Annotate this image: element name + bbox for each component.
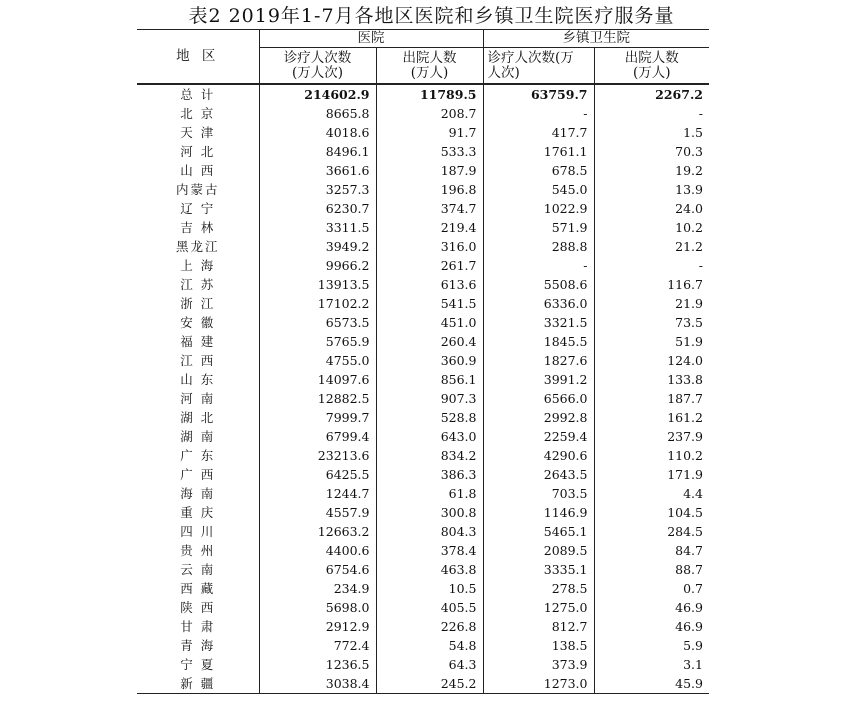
township-inpatients-cell: 237.9 [667, 429, 703, 444]
hospital-inpatients-cell: 405.5 [376, 598, 483, 617]
hospital-visits-cell: 2912.9 [259, 617, 376, 636]
region-cell: 吉 林 [137, 218, 259, 237]
township-visits-cell: 5465.1 [483, 522, 594, 541]
township-visits-cell: 2259.4 [483, 427, 594, 446]
table-row [137, 465, 709, 484]
region-cell: 广 东 [137, 446, 259, 465]
region-cell: 黑龙江 [137, 237, 259, 256]
hospital-inpatients-cell: 360.9 [376, 351, 483, 370]
region-cell: 天 津 [137, 123, 259, 142]
township-visits-cell: 138.5 [483, 636, 594, 655]
region-cell: 陕 西 [137, 598, 259, 617]
township-visits-cell: 288.8 [483, 237, 594, 256]
region-cell: 云 南 [137, 560, 259, 579]
hospital-inpatients-cell: 804.3 [376, 522, 483, 541]
hospital-inpatients-cell: 64.3 [376, 655, 483, 674]
township-visits-cell: 3335.1 [483, 560, 594, 579]
township-inpatients-cell: 161.2 [667, 410, 703, 425]
township-inpatients-cell: 3.1 [683, 657, 703, 672]
hospital-inpatients-cell: 374.7 [376, 199, 483, 218]
hospital-inpatients-cell: 208.7 [376, 104, 483, 123]
township-visits-cell: 1761.1 [483, 142, 594, 161]
table-row [137, 275, 709, 294]
township-inpatients-cell: 70.3 [675, 144, 703, 159]
hospital-visits-cell: 3949.2 [259, 237, 376, 256]
hospital-visits-cell: 4755.0 [259, 351, 376, 370]
table-row [137, 161, 709, 180]
hospital-visits-cell: 8496.1 [259, 142, 376, 161]
hospital-visits-cell: 9966.2 [259, 256, 376, 275]
region-cell: 上 海 [137, 256, 259, 275]
township-visits-cell: 2643.5 [483, 465, 594, 484]
table-row [137, 104, 709, 123]
header-hospital-visits: 诊疗人次数 (万人次) [259, 48, 376, 85]
header-township-visits: 诊疗人次数(万 人次) [483, 48, 594, 85]
hospital-visits-cell: 1236.5 [259, 655, 376, 674]
township-inpatients-cell: 10.2 [675, 220, 703, 235]
region-cell: 江 西 [137, 351, 259, 370]
region-cell: 广 西 [137, 465, 259, 484]
township-inpatients-cell: - [698, 106, 703, 121]
region-cell: 宁 夏 [137, 655, 259, 674]
region-cell: 西 藏 [137, 579, 259, 598]
region-cell: 湖 南 [137, 427, 259, 446]
hospital-inpatients-cell: 219.4 [376, 218, 483, 237]
region-cell: 河 北 [137, 142, 259, 161]
table-row [137, 522, 709, 541]
township-inpatients-cell: 0.7 [683, 581, 703, 596]
township-inpatients-cell: 187.7 [667, 391, 703, 406]
hospital-visits-cell: 3038.4 [259, 674, 376, 694]
township-visits-cell: - [483, 104, 594, 123]
township-inpatients-cell: 5.9 [683, 638, 703, 653]
hospital-visits-cell: 6573.5 [259, 313, 376, 332]
hospital-visits-cell: 6230.7 [259, 199, 376, 218]
hospital-inpatients-cell: 834.2 [376, 446, 483, 465]
table-row [137, 351, 709, 370]
header-township-inpatients: 出院人数 (万人) [594, 48, 709, 85]
township-visits-cell: 2089.5 [483, 541, 594, 560]
hospital-inpatients-cell: 613.6 [376, 275, 483, 294]
hospital-visits-cell: 14097.6 [259, 370, 376, 389]
region-cell: 福 建 [137, 332, 259, 351]
table-row [137, 123, 709, 142]
township-visits-cell: 4290.6 [483, 446, 594, 465]
township-inpatients-cell: 88.7 [675, 562, 703, 577]
hospital-inpatients-cell: 856.1 [376, 370, 483, 389]
township-visits-cell: 545.0 [483, 180, 594, 199]
region-cell: 山 东 [137, 370, 259, 389]
township-visits-cell: 417.7 [483, 123, 594, 142]
table-row [137, 256, 709, 275]
hospital-visits-cell: 6754.6 [259, 560, 376, 579]
table-row [137, 617, 709, 636]
table-row [137, 541, 709, 560]
township-visits-cell: 1273.0 [483, 674, 594, 694]
hospital-inpatients-cell: 533.3 [376, 142, 483, 161]
hospital-visits-cell: 234.9 [259, 579, 376, 598]
township-visits-cell: 6566.0 [483, 389, 594, 408]
table-title: 表2 2019年1-7月各地区医院和乡镇卫生院医疗服务量 [188, 5, 675, 27]
township-inpatients-cell: 73.5 [675, 315, 703, 330]
hospital-inpatients-cell: 541.5 [376, 294, 483, 313]
township-inpatients-cell: 84.7 [675, 543, 703, 558]
table-row [137, 446, 709, 465]
hospital-visits-cell: 23213.6 [259, 446, 376, 465]
township-visits-cell: 678.5 [483, 161, 594, 180]
township-inpatients-cell: 124.0 [667, 353, 703, 368]
hospital-visits-cell: 12882.5 [259, 389, 376, 408]
header-hospital-inpatients: 出院人数 (万人) [376, 48, 483, 85]
township-visits-cell: 1022.9 [483, 199, 594, 218]
township-inpatients-cell: 45.9 [675, 676, 703, 691]
hospital-visits-cell: 1244.7 [259, 484, 376, 503]
township-inpatients-cell: 284.5 [667, 524, 703, 539]
region-cell: 新 疆 [137, 674, 259, 694]
region-cell: 湖 北 [137, 408, 259, 427]
hospital-visits-cell: 3661.6 [259, 161, 376, 180]
township-visits-cell: 1845.5 [483, 332, 594, 351]
region-cell: 安 徽 [137, 313, 259, 332]
hospital-visits-cell: 8665.8 [259, 104, 376, 123]
township-inpatients-cell: 1.5 [683, 125, 703, 140]
hospital-inpatients-cell: 226.8 [376, 617, 483, 636]
region-cell: 河 南 [137, 389, 259, 408]
hospital-inpatients-cell: 316.0 [376, 237, 483, 256]
region-cell: 青 海 [137, 636, 259, 655]
hospital-inpatients-cell: 91.7 [376, 123, 483, 142]
hospital-inpatients-cell: 451.0 [376, 313, 483, 332]
hospital-visits-cell: 12663.2 [259, 522, 376, 541]
table-row [137, 389, 709, 408]
hospital-inpatients-cell: 61.8 [376, 484, 483, 503]
region-cell: 北 京 [137, 104, 259, 123]
table-row [137, 294, 709, 313]
table-row [137, 370, 709, 389]
township-inpatients-cell: 46.9 [675, 600, 703, 615]
township-inpatients-cell: 110.2 [667, 448, 703, 463]
township-inpatients-cell: 21.9 [675, 296, 703, 311]
table-row [137, 180, 709, 199]
table-row [137, 503, 709, 522]
hospital-inpatients-cell: 196.8 [376, 180, 483, 199]
table-row [137, 598, 709, 617]
hospital-inpatients-cell: 300.8 [376, 503, 483, 522]
hospital-inpatients-cell: 386.3 [376, 465, 483, 484]
hospital-visits-cell: 4557.9 [259, 503, 376, 522]
hospital-visits-cell: 4018.6 [259, 123, 376, 142]
hospital-visits-cell: 4400.6 [259, 541, 376, 560]
hospital-inpatients-cell: 528.8 [376, 408, 483, 427]
township-visits-cell: 63759.7 [483, 84, 594, 104]
hospital-visits-cell: 772.4 [259, 636, 376, 655]
header-township-hospital: 乡镇卫生院 [483, 30, 709, 48]
region-cell: 贵 州 [137, 541, 259, 560]
region-cell: 甘 肃 [137, 617, 259, 636]
hospital-visits-cell: 6799.4 [259, 427, 376, 446]
table-row [137, 408, 709, 427]
township-visits-cell: 1275.0 [483, 598, 594, 617]
township-inpatients-cell: 104.5 [667, 505, 703, 520]
table-row [137, 218, 709, 237]
region-cell: 海 南 [137, 484, 259, 503]
region-cell: 四 川 [137, 522, 259, 541]
table-row [137, 579, 709, 598]
township-inpatients-cell: 46.9 [675, 619, 703, 634]
township-visits-cell: 1827.6 [483, 351, 594, 370]
table-row [137, 484, 709, 503]
table-row [137, 674, 709, 694]
header-region: 地 区 [137, 30, 259, 85]
hospital-visits-cell: 5698.0 [259, 598, 376, 617]
hospital-inpatients-cell: 261.7 [376, 256, 483, 275]
township-inpatients-cell: 116.7 [667, 277, 703, 292]
hospital-visits-cell: 5765.9 [259, 332, 376, 351]
hospital-visits-cell: 17102.2 [259, 294, 376, 313]
table-body [137, 84, 709, 694]
hospital-visits-cell: 214602.9 [259, 84, 376, 104]
region-cell: 内蒙古 [137, 180, 259, 199]
township-inpatients-cell: 51.9 [675, 334, 703, 349]
hospital-inpatients-cell: 187.9 [376, 161, 483, 180]
township-inpatients-cell: 2267.2 [655, 87, 703, 102]
region-cell: 辽 宁 [137, 199, 259, 218]
township-visits-cell: 812.7 [483, 617, 594, 636]
region-cell: 总 计 [137, 84, 259, 104]
township-visits-cell: 571.9 [483, 218, 594, 237]
township-visits-cell: 373.9 [483, 655, 594, 674]
hospital-inpatients-cell: 245.2 [376, 674, 483, 694]
hospital-visits-cell: 3311.5 [259, 218, 376, 237]
township-inpatients-cell: - [698, 258, 703, 273]
hospital-inpatients-cell: 378.4 [376, 541, 483, 560]
hospital-inpatients-cell: 10.5 [376, 579, 483, 598]
hospital-inpatients-cell: 643.0 [376, 427, 483, 446]
table-row [137, 560, 709, 579]
township-visits-cell: 278.5 [483, 579, 594, 598]
hospital-inpatients-cell: 11789.5 [376, 84, 483, 104]
hospital-visits-cell: 3257.3 [259, 180, 376, 199]
township-inpatients-cell: 171.9 [667, 467, 703, 482]
region-cell: 浙 江 [137, 294, 259, 313]
hospital-inpatients-cell: 54.8 [376, 636, 483, 655]
township-visits-cell: 3991.2 [483, 370, 594, 389]
hospital-visits-cell: 6425.5 [259, 465, 376, 484]
table-row [137, 655, 709, 674]
township-visits-cell: 2992.8 [483, 408, 594, 427]
township-inpatients-cell: 24.0 [675, 201, 703, 216]
table-row [137, 313, 709, 332]
table-row [137, 142, 709, 161]
township-inpatients-cell: 21.2 [675, 239, 703, 254]
hospital-inpatients-cell: 463.8 [376, 560, 483, 579]
township-inpatients-cell: 133.8 [667, 372, 703, 387]
township-visits-cell: 1146.9 [483, 503, 594, 522]
township-visits-cell: 703.5 [483, 484, 594, 503]
table-row [137, 237, 709, 256]
township-visits-cell: 6336.0 [483, 294, 594, 313]
hospital-inpatients-cell: 907.3 [376, 389, 483, 408]
table-row [137, 636, 709, 655]
header-hospital: 医院 [259, 30, 483, 48]
region-cell: 山 西 [137, 161, 259, 180]
township-visits-cell: 5508.6 [483, 275, 594, 294]
township-visits-cell: 3321.5 [483, 313, 594, 332]
hospital-services-table [137, 29, 709, 694]
table-row [137, 427, 709, 446]
township-inpatients-cell: 13.9 [675, 182, 703, 197]
township-visits-cell: - [483, 256, 594, 275]
region-cell: 江 苏 [137, 275, 259, 294]
hospital-visits-cell: 13913.5 [259, 275, 376, 294]
township-inpatients-cell: 4.4 [683, 486, 703, 501]
region-cell: 重 庆 [137, 503, 259, 522]
table-row [137, 332, 709, 351]
township-inpatients-cell: 19.2 [675, 163, 703, 178]
total-row [137, 84, 709, 104]
table-row [137, 199, 709, 218]
hospital-inpatients-cell: 260.4 [376, 332, 483, 351]
hospital-visits-cell: 7999.7 [259, 408, 376, 427]
